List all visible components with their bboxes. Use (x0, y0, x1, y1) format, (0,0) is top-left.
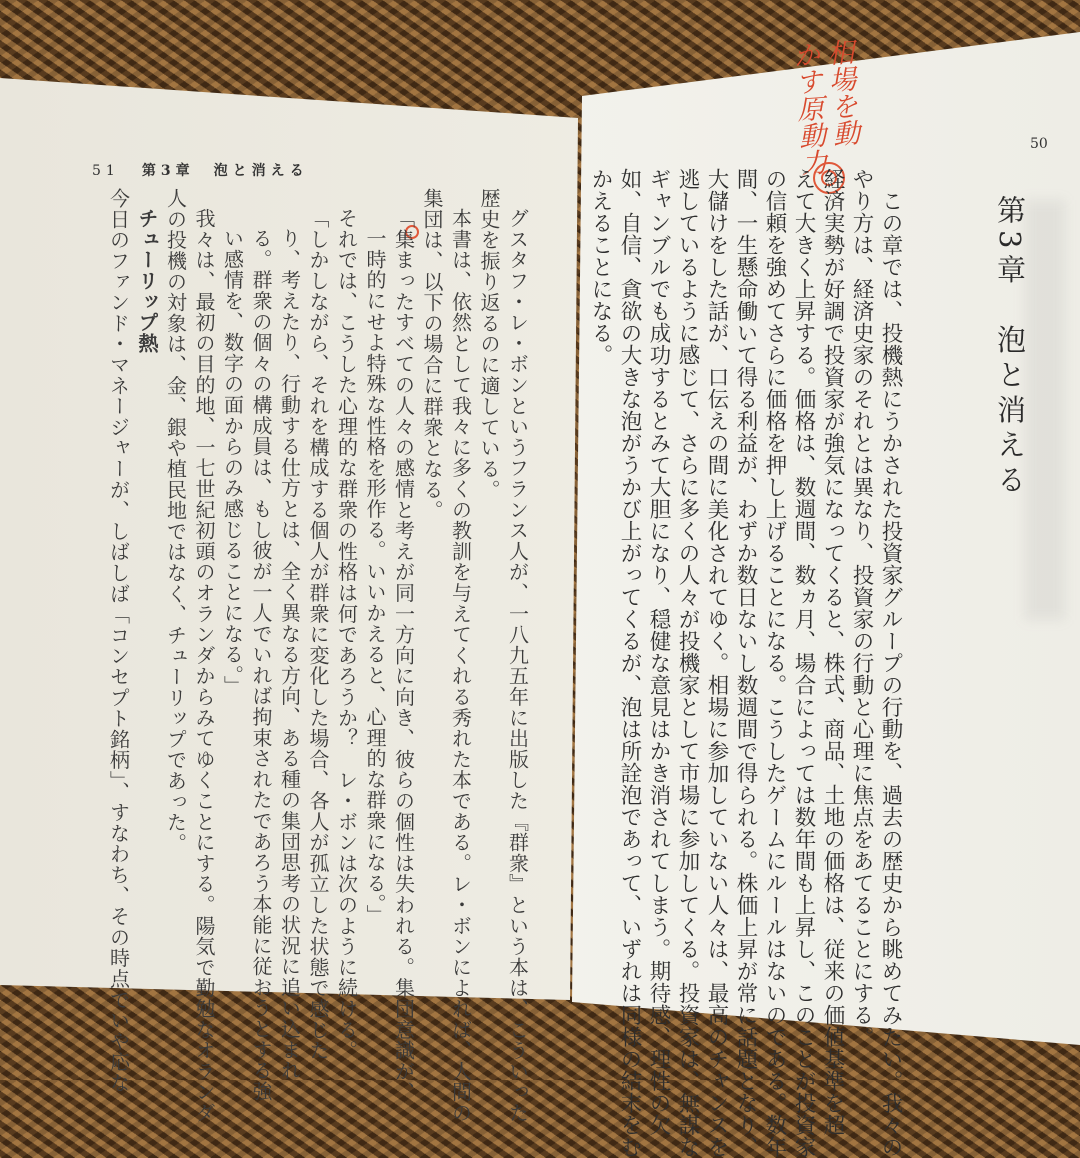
quote-line: 「しかしながら、それを構成する個人が群衆に変化した場合、各人が孤立した状態で感じた (306, 208, 330, 1061)
left-page-body (104, 188, 532, 1124)
show-through-text (1025, 200, 1065, 620)
text-line: 如、自信、貪欲の大きな泡がうかび上がってくるが、泡は所詮泡であって、いずれは同様の結末をむ (617, 168, 642, 1158)
text-line: えて大きく上昇する。価格は、数週間、数ヵ月、場合によっては数年間も上昇し、このことが投資家 (791, 168, 816, 1158)
text-line: 間、一生懸命働いて得る利益が、わずか数日ないし数週間で得られる。株価上昇が常に話題となり、 (733, 168, 758, 1158)
text-line: 大儲けをした話が、口伝えの間に美化されてゆく。相場に参加していない人々は、最高のチャンスを (704, 168, 729, 1158)
right-page-body (586, 168, 905, 1158)
text-line: 本書は、依然として我々に多くの教訓を与えてくれる秀れた本である。レ・ボンによれば、人間の (448, 208, 473, 1124)
handwritten-note (785, 38, 862, 177)
text-line: 今日のファンド・マネージャーが、しばしば「コンセプト銘柄」、すなわち、その時点でいや応な (106, 188, 131, 1094)
text-line: 集団は、以下の場合に群衆となる。 (420, 188, 444, 521)
handwritten-note-line: 相場を動 (821, 37, 860, 148)
chapter-title: 第3章 泡と消える (993, 195, 1027, 500)
text-line: かえることになる。 (588, 168, 613, 366)
running-head-title: 第3章 泡と消える (141, 163, 309, 179)
text-line: グスタフ・レ・ボンというフランス人が、一八九五年に出版した『群衆』という本は、こういった (505, 208, 530, 1124)
text-line: この章では、投機熱にうかされた投資家グループの行動を、過去の歴史から眺めてみたい。我々の (878, 189, 903, 1158)
text-line: 逃しているように感じて、さらに多くの人々が投機家として市場に参加してくる。投資家は、無謀な (675, 168, 700, 1158)
quote-line: る。群衆の個々の構成員は、もし彼が一人でいれば拘束されたであろう本能に従おうとする強 (249, 228, 273, 1102)
handwritten-note-line: かす原動力 (787, 40, 828, 178)
text-line: ギャンブルでも成功するとみて大胆になり、穏健な意見はかき消されてしまう。期待感、理性の欠 (646, 168, 671, 1136)
quote-line: り、考えたり、行動する仕方とは、全く異なる方向、ある種の集団思考の状況に追い込まれ (277, 228, 302, 1081)
page-number-right: 50 (1030, 136, 1048, 152)
text-line: 経済実勢が好調で投資家が強気になってくると、株式、商品、土地の価格は、従来の価値基準を超 (820, 168, 845, 1136)
quote-line: い感情を、数字の面からのみ感じることになる。」 (220, 228, 245, 697)
text-line: 我々は、最初の目的地、一七世紀初頭のオランダからみてゆくことにする。陽気で勤勉なオランダ (192, 208, 216, 1124)
quote-line: 「集まったすべての人々の感情と考えが同一方向に向き、彼らの個性は失われる。集団意識が、 (391, 208, 416, 1103)
text-line: やり方は、経済史家のそれとは異なり、投資家の行動と心理に焦点をあてることにする。 (849, 168, 874, 1048)
text-line: 歴史を振り返るのに適している。 (477, 188, 501, 500)
text-line: それでは、こうした心理的な群衆の性格は何であろうか？ レ・ボンは次のように続ける。 (334, 208, 359, 1061)
page-number-left: 51 (92, 163, 120, 179)
section-heading: チューリップ熱 (135, 208, 159, 354)
running-head (92, 160, 309, 180)
quote-line: 一時的にせよ特殊な性格を形作る。いいかえると、心理的な群衆になる。」 (363, 228, 387, 926)
text-line: の信頼を強めてさらに価格を押し上げることになる。こうしたゲームにルールはないのである。数年 (762, 168, 787, 1158)
text-line: 人の投機の対象は、金、銀や植民地ではなく、チューリップであった。 (163, 188, 188, 854)
